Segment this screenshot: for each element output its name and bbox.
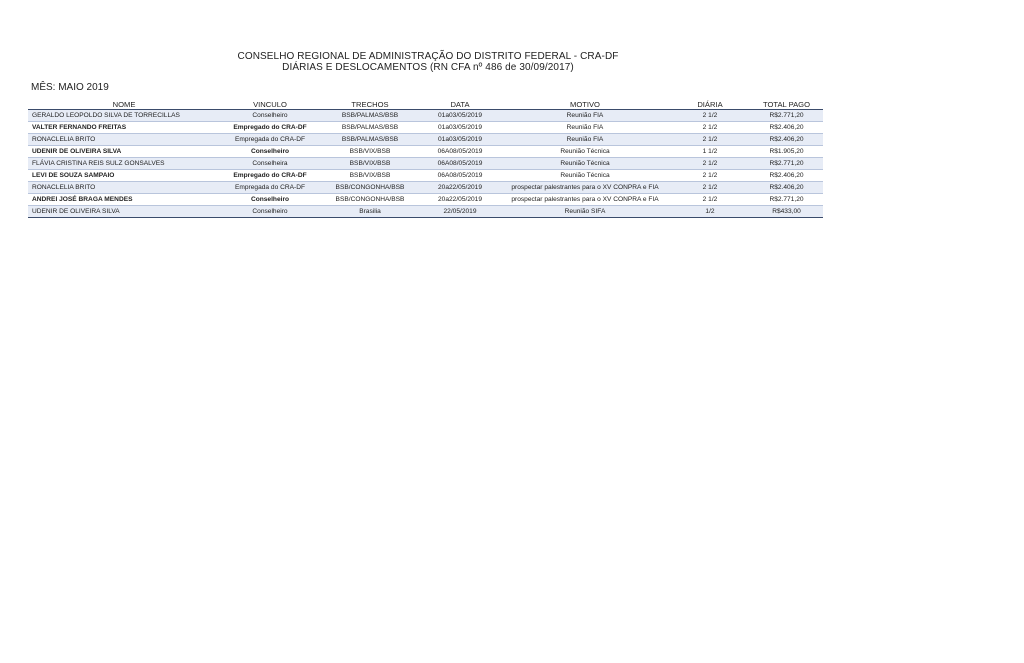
cell-nome: ANDREI JOSÉ BRAGA MENDES [28,194,220,206]
cell-total-pago: R$2.406,20 [750,122,823,134]
cell-data: 01a03/05/2019 [420,110,500,122]
cell-nome: FLÁVIA CRISTINA REIS SULZ GONSALVES [28,158,220,170]
cell-data: 20a22/05/2019 [420,194,500,206]
cell-diaria: 2 1/2 [670,182,750,194]
cell-motivo: Reunião SIFA [500,206,670,218]
document-subtitle: DIÁRIAS E DESLOCAMENTOS (RN CFA nº 486 de 30/09/2017) [282,62,574,73]
cell-data: 01a03/05/2019 [420,134,500,146]
cell-data: 22/05/2019 [420,206,500,218]
cell-data: 06A08/05/2019 [420,158,500,170]
cell-diaria: 2 1/2 [670,158,750,170]
column-header-diaria: DIÁRIA [670,100,750,110]
cell-total-pago: R$433,00 [750,206,823,218]
cell-total-pago: R$2.771,20 [750,158,823,170]
cell-vinculo: Empregado do CRA-DF [220,170,320,182]
cell-vinculo: Conselheiro [220,194,320,206]
cell-vinculo: Conselheiro [220,206,320,218]
cell-vinculo: Empregada do CRA-DF [220,134,320,146]
table-row [28,122,823,134]
column-header-vinculo: VINCULO [220,100,320,110]
cell-trechos: BSB/VIX/BSB [320,146,420,158]
table-row [28,170,823,182]
cell-motivo: Reunião FIA [500,122,670,134]
column-header-nome: NOME [28,100,220,110]
cell-trechos: BSB/CONGONHA/BSB [320,182,420,194]
cell-vinculo: Empregado do CRA-DF [220,122,320,134]
cell-motivo: Reunião Técnica [500,170,670,182]
cell-nome: VALTER FERNANDO FREITAS [28,122,220,134]
cell-trechos: BSB/PALMAS/BSB [320,110,420,122]
cell-total-pago: R$2.406,20 [750,134,823,146]
cell-motivo: Reunião Técnica [500,158,670,170]
cell-total-pago: R$1.905,20 [750,146,823,158]
cell-trechos: Brasilia [320,206,420,218]
cell-diaria: 2 1/2 [670,110,750,122]
cell-data: 06A08/05/2019 [420,146,500,158]
cell-motivo: prospectar palestrantes para o XV CONPRA e FIA [500,182,670,194]
cell-trechos: BSB/VIX/BSB [320,158,420,170]
cell-vinculo: Conselheira [220,158,320,170]
travel-allowance-table [28,100,823,218]
cell-total-pago: R$2.771,20 [750,194,823,206]
column-header-data: DATA [420,100,500,110]
cell-nome: UDENIR DE OLIVEIRA SILVA [28,206,220,218]
column-header-motivo: MOTIVO [500,100,670,110]
cell-diaria: 1 1/2 [670,146,750,158]
cell-vinculo: Empregada do CRA-DF [220,182,320,194]
cell-diaria: 2 1/2 [670,170,750,182]
cell-total-pago: R$2.406,20 [750,170,823,182]
cell-total-pago: R$2.771,20 [750,110,823,122]
cell-nome: GERALDO LEOPOLDO SILVA DE TORRECILLAS [28,110,220,122]
cell-trechos: BSB/PALMAS/BSB [320,134,420,146]
table-row [28,206,823,218]
cell-diaria: 1/2 [670,206,750,218]
document-title: CONSELHO REGIONAL DE ADMINISTRAÇÃO DO DISTRITO FEDERAL - CRA-DF [237,51,619,62]
cell-trechos: BSB/VIX/BSB [320,170,420,182]
table-row [28,146,823,158]
cell-nome: LEVI DE SOUZA SAMPAIO [28,170,220,182]
cell-vinculo: Conselheiro [220,110,320,122]
cell-diaria: 2 1/2 [670,134,750,146]
cell-nome: RONACLELIA BRITO [28,134,220,146]
cell-data: 06A08/05/2019 [420,170,500,182]
cell-trechos: BSB/PALMAS/BSB [320,122,420,134]
cell-data: 20a22/05/2019 [420,182,500,194]
table-row [28,134,823,146]
column-header-total-pago: TOTAL PAGO [750,100,823,110]
cell-total-pago: R$2.406,20 [750,182,823,194]
cell-data: 01a03/05/2019 [420,122,500,134]
column-header-trechos: TRECHOS [320,100,420,110]
cell-nome: RONACLELIA BRITO [28,182,220,194]
month-label: MÊS: MAIO 2019 [31,82,109,93]
cell-diaria: 2 1/2 [670,194,750,206]
cell-diaria: 2 1/2 [670,122,750,134]
table-row [28,194,823,206]
cell-nome: UDENIR DE OLIVEIRA SILVA [28,146,220,158]
cell-motivo: Reunião Técnica [500,146,670,158]
table-header-row [28,100,823,110]
cell-vinculo: Conselheiro [220,146,320,158]
table-row [28,110,823,122]
cell-trechos: BSB/CONGONHA/BSB [320,194,420,206]
cell-motivo: Reunião FIA [500,110,670,122]
cell-motivo: prospectar palestrantes para o XV CONPRA e FIA [500,194,670,206]
table-row [28,158,823,170]
table-row [28,182,823,194]
cell-motivo: Reunião FIA [500,134,670,146]
